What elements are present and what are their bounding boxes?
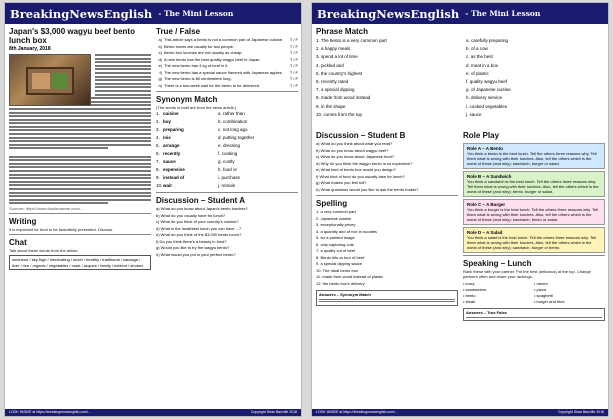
discussion-question: a) What do you think about what you read? [316,141,393,146]
phrase-right: h. delivery service [466,95,503,101]
item-text: Bento box lunches are not usually as cheap. [164,50,243,55]
phrase-left: 3. spend a lot of time [316,54,358,60]
item-match: i. purchase [218,175,241,180]
phrase-item [316,37,606,45]
item-text: This article says a bento is not a common part of Japanese cuisine. [164,37,284,42]
roleplay-card [463,143,605,169]
item-number: 1. [156,111,160,116]
item-number: e) [158,63,162,68]
left-column [9,27,151,270]
synonym-item [156,110,298,118]
roleplay-list [463,143,605,253]
phrase-left: 9. in the shape [316,103,346,109]
phrase-match-section [316,27,606,119]
phrase-item [316,86,606,94]
p2-right-column [463,131,605,321]
lesson-page-1 [4,2,302,417]
roleplay-title: Role Play [463,131,500,140]
article-date: 8th January, 2018 [9,46,51,52]
speaking-item: • ramen [534,281,548,286]
bento-photo [9,54,91,106]
synonym-item [156,158,298,166]
discussion-b-list [316,141,458,193]
speaking-item: • bento [463,293,476,298]
discussion-question: e) What do you think of the $3,000 bento lunch? [156,232,242,237]
phrase-match-list [316,37,606,119]
spelling-item: 7. a quality cut of beef [316,248,356,253]
role-text: You think a burger is the best lunch. Tell the others three reasons why. Tell them what is wrong with their lunches. Also, tell the others which is the worst of these (and why): sandwich, bento or salad. [467,207,599,222]
discussion-question: g) Would you like to try the wagyu bento? [156,245,230,250]
item-match: f. cooking [218,151,238,156]
phrase-right: j. sauce [466,111,482,117]
discussion-question: d) What is the healthiest lunch you can have ...? [156,225,242,231]
discussion-b-title: Discussion – Student B [316,131,406,140]
page-banner [5,3,301,24]
synonym-item [156,118,298,126]
role-text: You think a bento is the best lunch. Tell the others three reasons why. Tell them what is wrong with their lunches. Also, tell the others which is the worst of these (and why): sandwich, burger or salad. [467,151,597,166]
item-word: cuisine [163,111,179,116]
item-match: b. combination [218,119,248,124]
roleplay-card [463,171,605,197]
phrase-item [316,45,606,53]
speaking-list [463,281,605,305]
item-number: g) [158,76,162,81]
synonym-list [156,110,298,190]
synonym-item [156,174,298,182]
item-word: buy [163,119,172,124]
phrase-item [316,78,606,86]
discussion-question: b) What do you usually have for lunch? [156,212,226,218]
tf-choice: T / F [289,76,298,81]
item-match: d. putting together [218,135,255,140]
phrase-right: d. meat in a box [466,62,499,68]
item-number: c) [158,50,162,55]
item-text: A new bento has the best quality wagyu beef in Japan. [164,56,261,62]
phrase-right: e. of plastic [466,70,489,76]
spelling-item: 11. made from wood instead of plastic [316,274,384,279]
article-headline: Japan's $3,000 wagyu beef bento lunch box [9,27,135,45]
page-footer [5,409,301,416]
phrase-left: 5. the country's highest [316,70,363,76]
tf-choice: T / F [289,69,298,75]
item-word: wait [163,183,172,188]
discussion-question: c) What do you think of your country's cuisine? [156,219,239,224]
synonym-item [156,182,298,190]
role-text: You think a salad is the best lunch. Tell the others three reasons why. Tell them what is wrong with their lunches. Also, tell the others which is the worst of these (and why): sandwich, burger or bento. [467,235,597,250]
discussion-a-title: Discussion – Student A [156,196,246,205]
footer-link[interactable]: LOOK INSIDE at https://breakingnewsenglish.com/... [316,410,398,414]
item-text: The new bento has a special sauce flavored with Japanese apples. [164,69,283,75]
source-line: Sources: https://www.foodandwine.com/... [9,206,84,212]
speaking-item: • steak [463,299,476,304]
phrase-match-title: Phrase Match [316,27,369,36]
spelling-item: 4. a quantity and of rice in noodles [316,228,377,234]
discussion-question: d) Why do you think the wagyu bento is so expensive? [316,160,413,166]
item-number: b) [158,43,162,49]
item-number: 10. [156,183,163,188]
tf-choice: T / F [289,63,298,68]
lesson-page-2 [311,2,609,417]
footer-link[interactable]: LOOK INSIDE at https://breakingnewsenglish.com/... [9,410,91,414]
item-text: The new bento is 80 centimeters long. [164,76,232,81]
spelling-item: 12. the bento box's delivery [316,280,365,286]
spelling-title: Spelling [316,199,348,208]
speaking-item: • sandwiches [463,287,487,292]
tf-choice: T / F [289,43,298,49]
spelling-item: 10. The ritual bento box [316,267,358,273]
item-number: 5. [156,143,160,148]
phrase-left: 10. comes from the top [316,111,363,117]
discussion-question: e) What kind of bento box would you design? [316,167,396,172]
phrase-right: i. cooked vegetables [466,103,508,109]
phrase-right: g. of Japanese cuisine [466,87,511,93]
item-match: h. food or [218,167,238,172]
chat-text: Talk about these words from the article. [9,248,79,254]
discussion-question: a) What do you know about Japan's bento lunches? [156,206,248,211]
item-word: arrange [163,143,180,148]
role-heading: Role A – A Bento [467,146,503,151]
spelling-item: 8. Bento hits ar four of beef [316,254,365,260]
phrase-item [316,53,606,61]
item-number: h) [158,82,162,88]
footer-copyright: Copyright Sean Banville 2018 [250,410,297,414]
page-banner [312,3,608,24]
item-text: Bento boxes are usually for two people. [164,43,235,49]
spelling-item: 6. only capturing cuts [316,241,354,247]
item-number: 4. [156,135,160,140]
discussion-question: c) What do you know about Japanese food? [316,154,395,159]
synonym-item [156,150,298,158]
page-footer [312,409,608,416]
banner-subtitle: - The Mini Lesson [465,9,541,18]
tf-choice: T / F [289,37,298,42]
spelling-list [316,209,458,287]
item-match: g. costly [218,159,235,164]
answers-truefalse: Answers – True False [463,308,605,321]
phrase-right: f. quality wagyu beef [466,79,508,85]
discussion-a-list [156,206,298,258]
synonym-item [156,142,298,150]
speaking-title: Speaking – Lunch [463,259,532,268]
brand-logo: BreakingNewsEnglish [10,6,153,21]
item-word: mix [163,135,171,140]
roleplay-card [463,227,605,253]
item-number: a) [158,37,162,42]
item-word: recently [163,151,181,156]
phrase-item [316,94,606,102]
role-heading: Role D – A Salad [467,230,503,235]
footer-copyright: Copyright Sean Banville 2018 [557,410,604,414]
phrase-item [316,111,606,119]
truefalse-list [156,37,298,89]
answers-synonym: Answers – Synonym Match [316,290,458,306]
phrase-item [316,103,606,111]
brand-logo: BreakingNewsEnglish [317,6,460,21]
discussion-question: f) What kind of food do you usually take for lunch? [316,173,405,179]
item-match: c. not long ago [218,127,248,132]
tf-choice: T / F [289,82,298,88]
item-word: instead of [163,175,185,180]
discussion-question: g) What makes you feel full? [316,180,367,185]
synonym-item [156,134,298,142]
role-heading: Role B – A Sandwich [467,174,512,179]
spelling-item: 5. for a painted image [316,235,355,240]
spelling-item: 9. a special dipping sauce [316,261,363,266]
item-number: 2. [156,119,160,124]
tf-choice: T / F [289,50,298,55]
phrase-left: 7. a special dipping [316,87,355,93]
synonym-item [156,166,298,174]
role-heading: Role C – A Burger [467,202,506,207]
speaking-item: • pizza [534,287,546,292]
item-number: f) [159,69,162,75]
item-text: There is a two-week wait for the bento to be delivered. [164,82,261,88]
item-text: The new bento has 4 kg of beef in it. [164,63,229,68]
truefalse-item [156,83,298,90]
spelling-item: 1. a very common part [316,209,356,214]
item-word: preparing [163,127,184,132]
item-word: expensive [163,167,185,172]
item-number: 3. [156,127,160,132]
chat-title: Chat [9,238,27,248]
discussion-question: h) What questions would you like to ask the bento maker? [316,186,419,192]
roleplay-card [463,199,605,225]
synonym-title: Synonym Match [156,95,218,104]
discussion-question: b) What do you know about wagyu beef? [316,147,389,153]
discussion-question: h) What would you put in your perfect bento? [156,251,236,257]
phrase-left: 2. a happy meals [316,46,351,52]
role-text: You think a sandwich is the best lunch. Tell the others three reasons why. Tell them what is wrong with their lunches. Also, tell the others which is the worst of these (and why): bento, burger or salad. [467,179,599,194]
p2-left-column [316,131,458,306]
item-match: j. remain [218,183,236,188]
speaking-item: • burger and fries [534,299,565,304]
phrase-right: c. as the best [466,54,493,60]
tf-choice: T / F [289,56,298,62]
phrase-left: 6. recently rated [316,79,349,85]
truefalse-title: True / False [156,27,201,36]
speaking-item: • curry [463,281,475,286]
item-number: 7. [156,159,160,164]
item-word: sauce [163,159,176,164]
writing-title: Writing [9,217,37,227]
phrase-item [316,70,606,78]
phrase-left: 8. made from wood instead [316,95,371,101]
spelling-item: 2. Japanese cuisine [316,215,352,221]
item-number: 6. [156,151,160,156]
item-number: 8. [156,167,160,172]
phrase-right: b. of a cow [466,46,488,52]
phrase-left: 4. pickled and [316,62,344,68]
speaking-item: • spaghetti [534,293,553,298]
chat-words: luncheon / sky-high / intoxicating / lunch / healthy / traditional / sausage / liver / rice / organic / vegetables / roast / acquire / family / evident / shower [9,255,151,270]
speaking-text: Rank these with your partner. Put the best (delicious) at the top. Change partners often and share your rankings. [463,269,591,279]
discussion-question: f) Do you think there's a beauty in food? [156,238,227,244]
banner-subtitle: - The Mini Lesson [158,9,234,18]
phrase-item [316,62,606,70]
synonym-item [156,126,298,134]
item-match: a. rather than [218,111,245,116]
item-number: 9. [156,175,160,180]
writing-text: It is important for food to be beautifully presented. Discuss. [9,227,114,233]
phrase-left: 1. The bento is a very common part [316,38,387,43]
synonym-note: (The words in bold are from the news article.) [156,105,237,110]
item-match: e. dressing [218,143,241,148]
item-number: d) [158,56,162,62]
right-column [156,27,298,258]
spelling-item: 3. exceptionally pricey [316,222,356,227]
phrase-right: a. carefully preparing [466,38,509,43]
